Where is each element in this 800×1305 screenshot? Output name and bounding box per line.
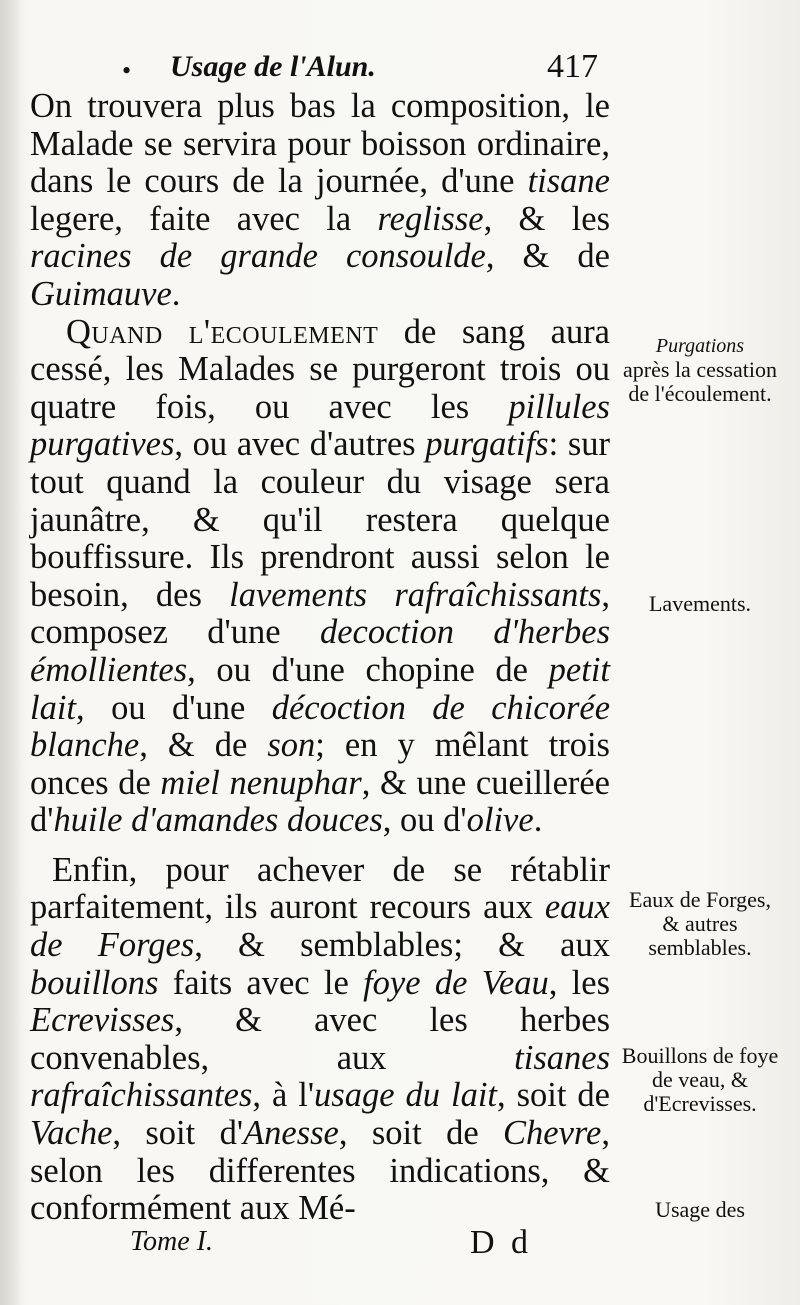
text-run: . — [533, 801, 543, 840]
italic-term: Chevre — [503, 1114, 602, 1153]
text-run: , & de — [139, 726, 268, 765]
page-footer — [30, 1224, 610, 1268]
main-text — [30, 88, 610, 1228]
page-number: 417 — [547, 48, 598, 85]
page-header — [30, 48, 610, 92]
italic-term: lavements rafraîchissants — [229, 575, 602, 614]
small-caps-lead: Quand l'ecoulement — [66, 312, 379, 351]
text-run: , soit de — [497, 1076, 610, 1115]
text-run: , & une cueillerée d' — [30, 763, 610, 840]
text-run: ; en y mêlant trois onces de — [30, 726, 610, 802]
text-run: , ou avec d'autres — [174, 425, 426, 464]
italic-term: reglisse — [377, 199, 484, 238]
italic-term: foye de Veau — [363, 963, 549, 1002]
text-run: , ou d'une chopine de — [187, 650, 549, 689]
margin-note-lavements: Lavements. — [648, 591, 752, 616]
italic-term: petit lait — [30, 650, 610, 727]
gutter-shadow — [0, 0, 22, 1305]
margin-note-purgations — [620, 334, 780, 406]
italic-term: décoction de chicorée blanche — [30, 688, 611, 765]
paragraph-1 — [30, 88, 610, 314]
text-run: , soit d' — [112, 1114, 244, 1153]
text-run: : sur tout quand la couleur du visage sera jaunâtre, & qu'il restera quelque bouffissure. Ils prendront aussi selon le besoin, des — [30, 425, 611, 614]
text-run: , & de — [485, 237, 610, 276]
margin-note-usage: Usage des — [655, 1197, 745, 1222]
margin-note-title: Purgations — [655, 335, 745, 357]
text-run: , ou d' — [382, 801, 467, 840]
italic-term: decoction d'herbes émollientes — [30, 613, 611, 689]
volume-label: Tome I. — [130, 1226, 213, 1257]
text-run: de sang aura cessé, les Malades se purgeront trois ou quatre fois, ou avec les — [30, 312, 610, 426]
text-run: legere, faite avec la — [30, 199, 378, 238]
header-ornament: • — [122, 56, 132, 85]
italic-term: son — [267, 726, 316, 765]
italic-term: Ecrevisses — [30, 1001, 175, 1040]
paragraph-3 — [30, 852, 610, 1228]
text-run: Enfin, pour achever de se rétablir parfaitement, ils auront recours aux — [30, 850, 610, 927]
margin-note-eaux: Eaux de Forges, & autres semblables. — [629, 887, 771, 960]
italic-term: eaux de Forges — [30, 888, 610, 965]
italic-term: usage du lait — [314, 1076, 497, 1115]
italic-term: huile d'amandes douces — [53, 801, 383, 840]
italic-term: olive — [466, 801, 534, 840]
italic-term: tisanes rafraîchissantes — [30, 1038, 610, 1115]
text-run: . — [171, 274, 181, 313]
italic-term: Anesse — [243, 1114, 339, 1153]
italic-term: miel nenuphar — [160, 763, 362, 802]
margin-note-text: après la cessation de l'écoulement. — [623, 357, 777, 406]
text-run: , & avec les herbes convenables, aux — [30, 1001, 610, 1077]
text-run: , & les — [483, 199, 610, 238]
text-run: faits avec le — [158, 963, 364, 1002]
running-title: Usage de l'Alun. — [170, 50, 376, 83]
italic-term: racines de grande consoulde — [30, 237, 486, 276]
italic-term: tisane — [527, 162, 610, 201]
italic-term: pillules purgatives — [30, 387, 610, 464]
paragraph-2 — [30, 314, 610, 840]
text-run: , selon les differentes indications, & conformément aux Mé- — [30, 1114, 610, 1228]
italic-term: Vache — [30, 1114, 113, 1153]
text-run: , soit de — [338, 1114, 504, 1153]
text-run: On trouvera plus bas la composition, le Malade se servira pour boisson ordinaire, dans le cours de la journée, d'une — [30, 87, 610, 201]
text-run: , composez d'une — [30, 575, 610, 652]
text-run: , & semblables; & aux — [194, 926, 610, 965]
text-run: , ou d'une — [76, 688, 272, 727]
signature-mark: D d — [470, 1224, 533, 1261]
italic-term: purgatifs — [425, 425, 549, 464]
italic-term: bouillons — [30, 963, 159, 1002]
text-run: , à l' — [252, 1076, 315, 1115]
text-run: , les — [548, 963, 611, 1002]
italic-term: Guimauve — [30, 274, 172, 313]
margin-note-bouillons: Bouillons de foye de veau, & d'Ecrevisses. — [621, 1043, 779, 1116]
